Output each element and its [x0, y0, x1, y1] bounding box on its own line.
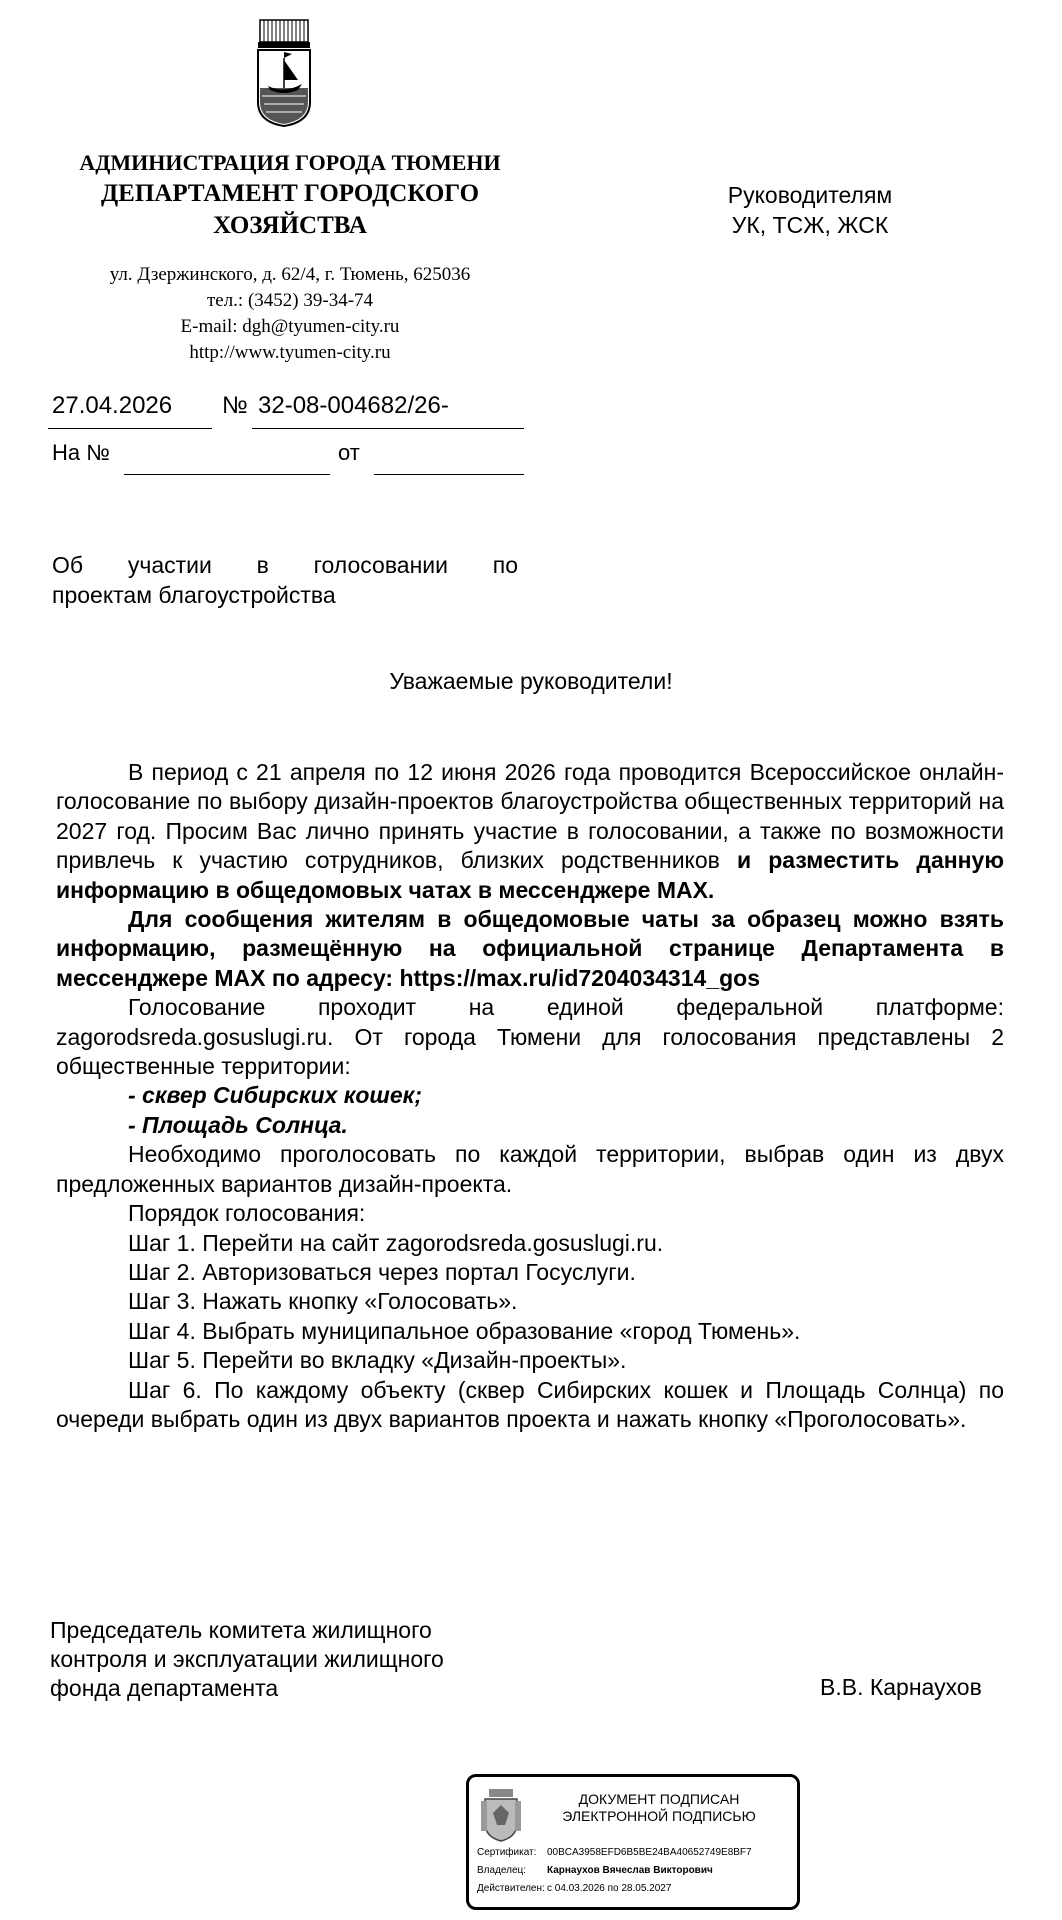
greeting: Уважаемые руководители! [389, 668, 673, 694]
list-item: Шаг 5. Перейти во вкладку «Дизайн-проекты». [128, 1347, 627, 1374]
website: http://www.tyumen-city.ru [189, 342, 391, 363]
divider [252, 428, 524, 429]
document-number: 32-08-004682/26- [258, 392, 449, 419]
list-item: Шаг 1. Перейти на сайт zagorodsreda.gosuslugi.ru. [128, 1229, 664, 1256]
phone: тел.: (3452) 39-34-74 [206, 290, 374, 311]
paragraph [56, 905, 1004, 993]
number-label: № [222, 392, 248, 419]
city-coat-of-arms-icon [254, 18, 314, 128]
position-line2: контроля и эксплуатации жилищного [50, 1646, 444, 1672]
email: E-mail: dgh@tyumen-city.ru [180, 316, 400, 337]
reply-from-label: от [338, 440, 360, 465]
department-name-line1: ДЕПАРТАМЕНТ ГОРОДСКОГО [100, 180, 480, 207]
validity-label: Действителен: [477, 1883, 545, 1894]
certificate-value: 00BCA3958EFD6B5BE24BA40652749E8BF7 [547, 1847, 752, 1858]
divider [374, 474, 524, 475]
list-item [56, 1081, 1004, 1110]
organization-name: АДМИНИСТРАЦИЯ ГОРОДА ТЮМЕНИ [79, 150, 501, 175]
region-coat-of-arms-icon [479, 1787, 523, 1843]
validity-row [477, 1883, 671, 1895]
list-item: Шаг 6. По каждому объекту (сквер Сибирских кошек и Площадь Солнца) по очереди выбрать один из двух вариантов проекта и нажать кнопку «Проголосовать». [56, 1376, 1004, 1432]
validity-value: с 04.03.2026 по 28.05.2027 [547, 1883, 672, 1894]
paragraph-bold-text: Для сообщения жителям в общедомовые чаты за образец можно взять информацию, размещённую на официальной странице Департамента в мессенджере MAX по адресу: https://max.ru/id7204034314_gos [56, 906, 1004, 991]
owner-label: Владелец: [477, 1865, 527, 1876]
stamp-title-line1: ДОКУМЕНТ ПОДПИСАН [578, 1791, 740, 1807]
territory-item: - Площадь Солнца. [128, 1111, 348, 1138]
divider [48, 428, 212, 429]
electronic-signature-stamp [466, 1774, 800, 1910]
divider [124, 474, 330, 475]
letter-body [56, 758, 1004, 1434]
certificate-row [477, 1847, 752, 1859]
document-date: 27.04.2026 [52, 392, 173, 419]
order-title: Порядок голосования: [128, 1200, 366, 1227]
reply-number-label: На № [52, 440, 110, 465]
owner-row [477, 1865, 713, 1877]
list-item: Шаг 4. Выбрать муниципальное образование «город Тюмень». [128, 1317, 801, 1344]
signer-position [50, 1616, 550, 1703]
position-line3: фонда департамента [50, 1675, 279, 1701]
owner-value: Карнаухов Вячеслав Викторович [547, 1865, 713, 1876]
stamp-title-line2: ЭЛЕКТРОННОЙ ПОДПИСЬЮ [562, 1808, 756, 1824]
territory-item: - сквер Сибирских кошек; [128, 1082, 422, 1109]
recipient-line2: УК, ТСЖ, ЖСК [731, 212, 889, 238]
letter-subject [52, 550, 518, 610]
subject-line1: Об участии в голосовании по [52, 552, 518, 578]
recipient-line1: Руководителям [727, 182, 893, 208]
paragraph: Голосование проходит на единой федеральной платформе: zagorodsreda.gosuslugi.ru. От города Тюмени для голосования представлены 2 общественные территории: [56, 994, 1004, 1080]
stamp-title [529, 1791, 789, 1825]
department-name [40, 178, 540, 242]
paragraph-bold-text: и разместить данную информацию в общедомовых чатах в мессенджере MAX. [56, 847, 1004, 903]
paragraph-text: В период с 21 апреля по 12 июня 2026 года проводится Всероссийское онлайн-голосование по выбору дизайн-проектов благоустройства общественных территорий на 2027 год. Просим Вас лично принять участие в голосовании, а также по возможности привлечь к участию сотрудников, близких родственников [56, 759, 1004, 874]
paragraph [56, 758, 1004, 905]
position-line1: Председатель комитета жилищного [50, 1617, 432, 1643]
department-name-line2: ХОЗЯЙСТВА [213, 212, 367, 239]
signer-name: В.В. Карнаухов [820, 1674, 982, 1700]
address: ул. Дзержинского, д. 62/4, г. Тюмень, 625036 [109, 264, 471, 285]
paragraph: Необходимо проголосовать по каждой территории, выбрав один из двух предложенных вариантов дизайн-проекта. [56, 1141, 1004, 1197]
list-item [56, 1111, 1004, 1140]
list-item: Шаг 3. Нажать кнопку «Голосовать». [128, 1288, 518, 1315]
list-item: Шаг 2. Авторизоваться через портал Госуслуги. [128, 1258, 636, 1285]
recipient-block [660, 180, 960, 240]
certificate-label: Сертификат: [477, 1847, 537, 1858]
subject-line2: проектам благоустройства [52, 582, 336, 608]
